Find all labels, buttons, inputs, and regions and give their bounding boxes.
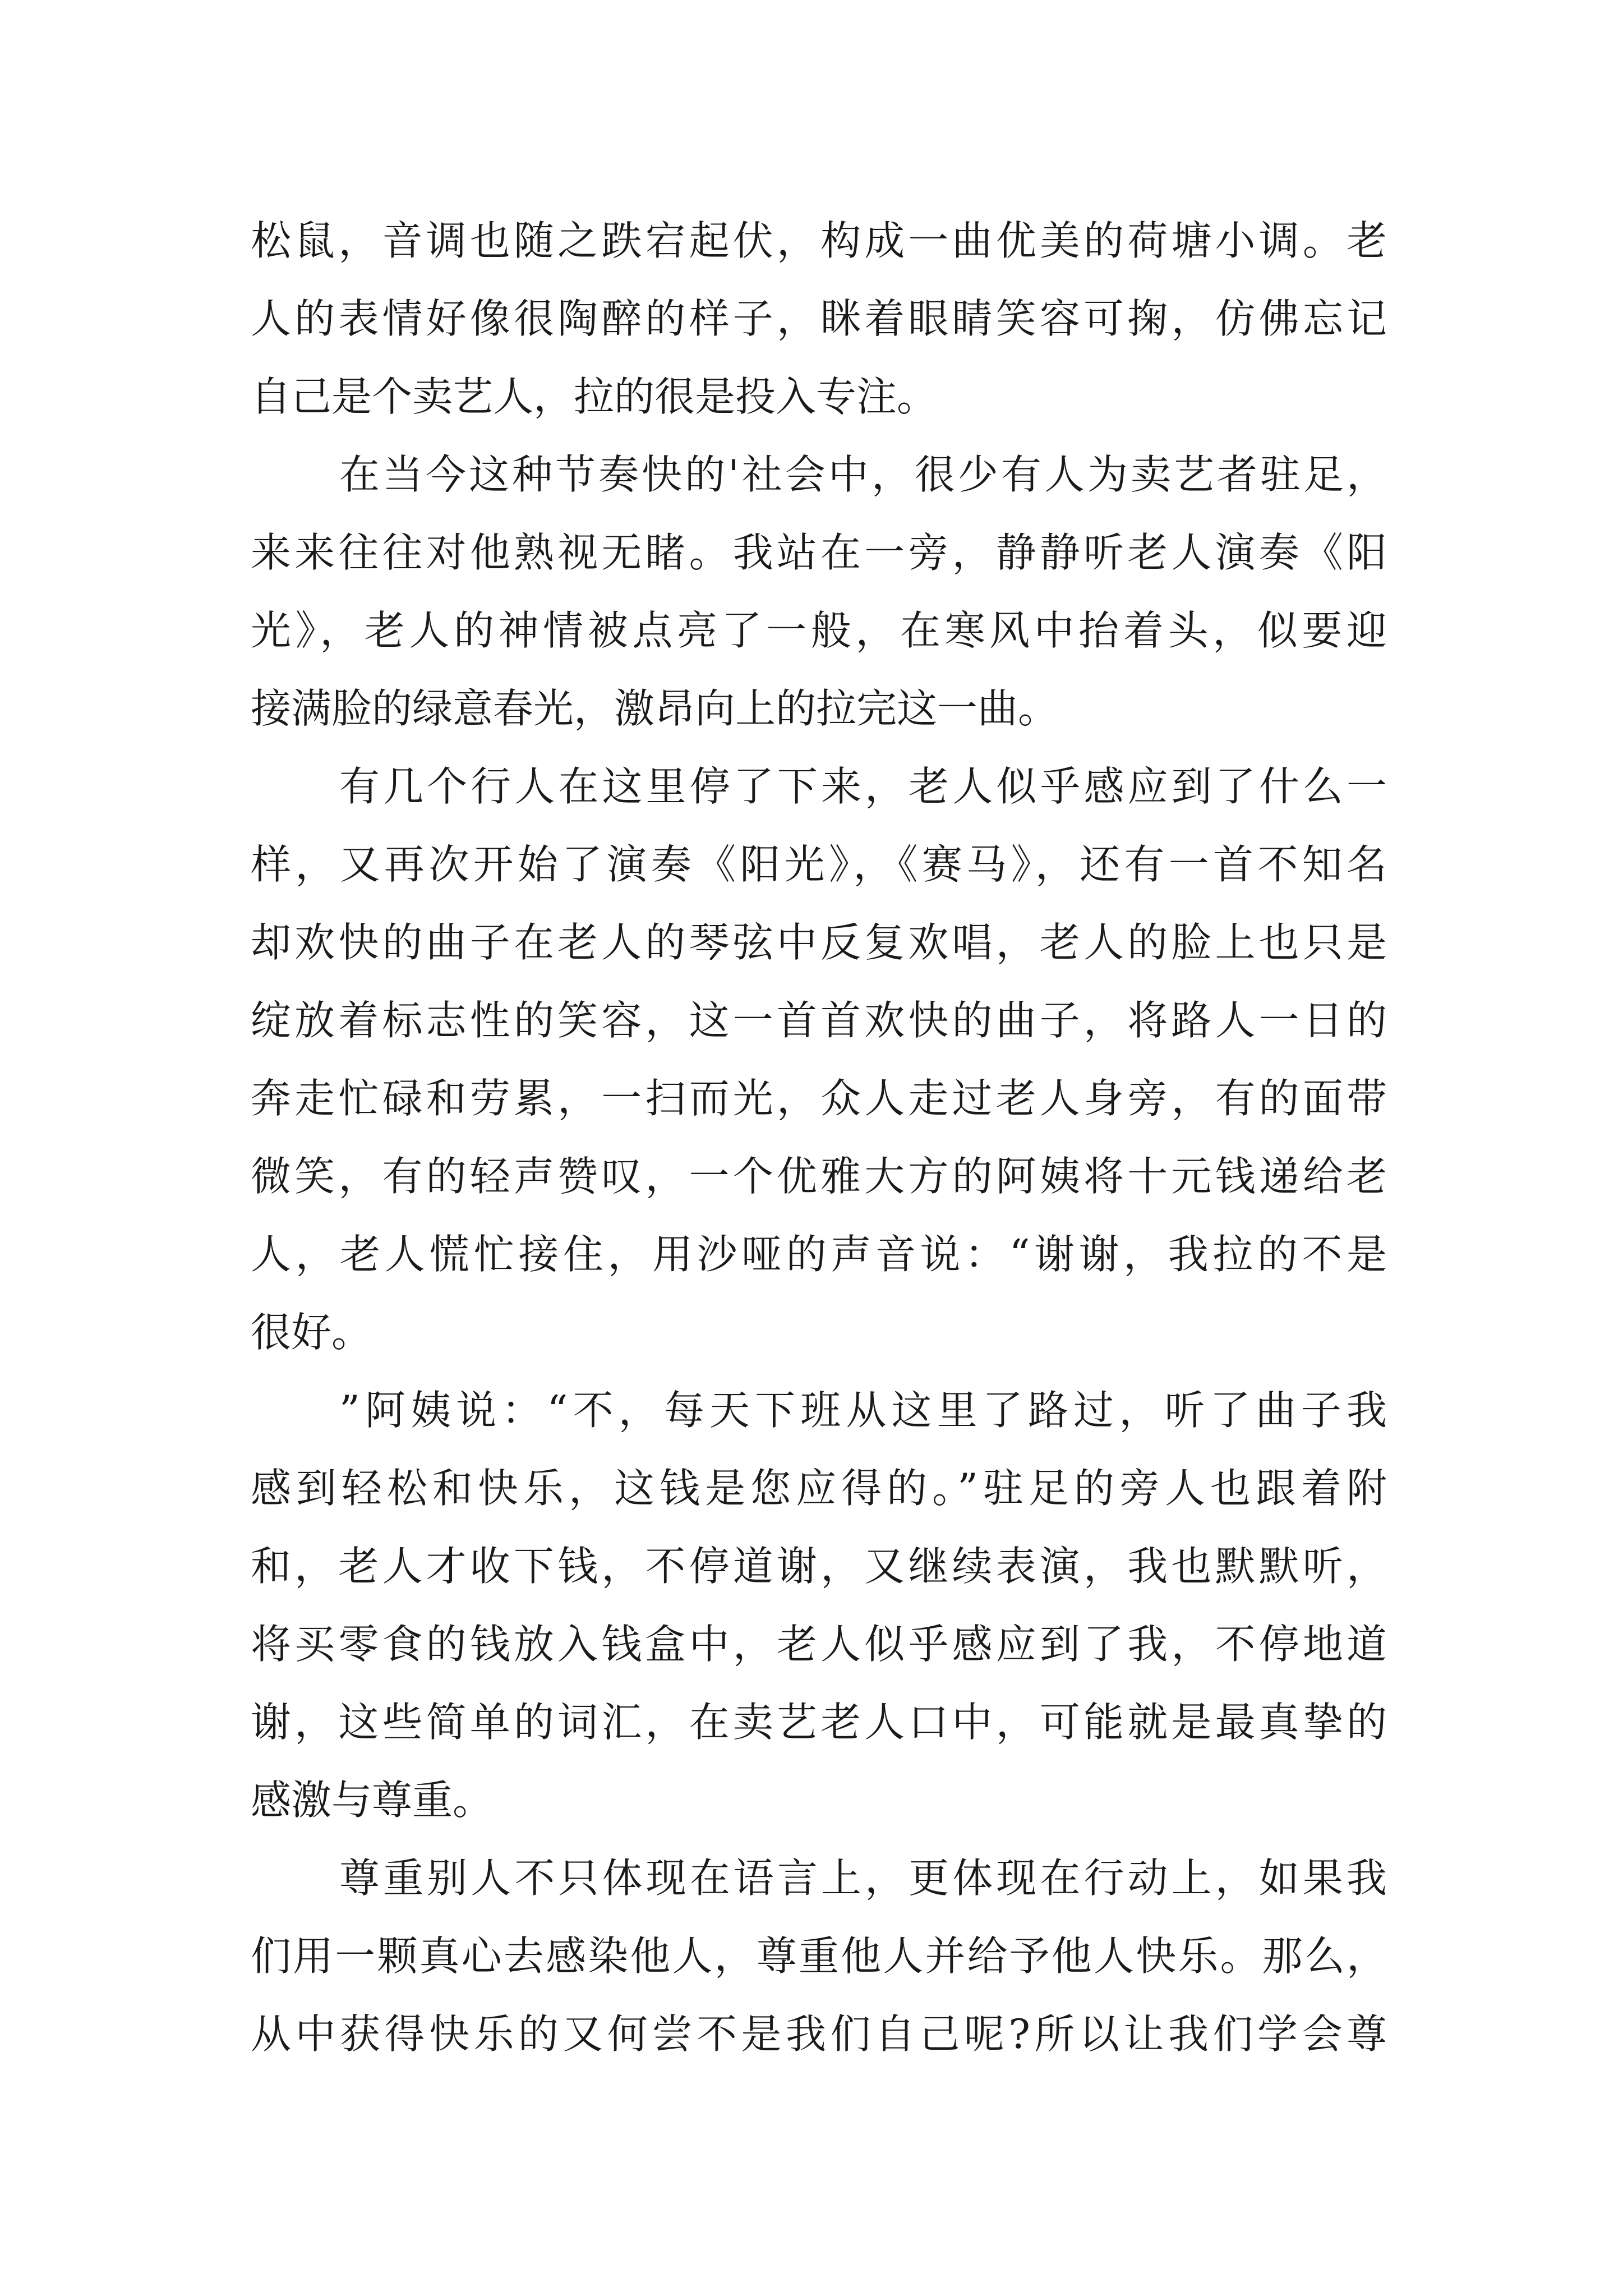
- text-line: 却欢快的曲子在老人的琴弦中反复欢唱，老人的脸上也只是: [251, 919, 1387, 966]
- text-line: 们用一颗真心去感染他人，尊重他人并给予他人快乐。那么，: [251, 1932, 1387, 1980]
- text-line: 将买零食的钱放入钱盒中，老人似乎感应到了我，不停地道: [251, 1621, 1387, 1668]
- text-line: 接满脸的绿意春光，激昂向上的拉完这一曲。: [251, 685, 1059, 732]
- text-line: 人的表情好像很陶醉的样子，眯着眼睛笑容可掬，仿佛忘记: [251, 295, 1387, 342]
- body-text: [251, 202, 1387, 2073]
- text-line: 有几个行人在这里停了下来，老人似乎感应到了什么一: [339, 763, 1387, 810]
- text-line: 和，老人才收下钱，不停道谢，又继续表演，我也默默听，: [251, 1543, 1387, 1590]
- text-line: 绽放着标志性的笑容，这一首首欢快的曲子，将路人一日的: [251, 997, 1387, 1044]
- text-line: 尊重别人不只体现在语言上，更体现在行动上，如果我: [339, 1855, 1387, 1902]
- text-line: 奔走忙碌和劳累，一扫而光，众人走过老人身旁，有的面带: [251, 1075, 1387, 1122]
- text-line: 很好。: [251, 1309, 372, 1356]
- paragraph: [251, 436, 1387, 748]
- text-line: 在当今这种节奏快的'社会中，很少有人为卖艺者驻足，: [339, 451, 1387, 498]
- text-line: 微笑，有的轻声赞叹，一个优雅大方的阿姨将十元钱递给老: [251, 1153, 1387, 1200]
- text-line: 人，老人慌忙接住，用沙哑的声音说：“谢谢，我拉的不是: [251, 1231, 1387, 1278]
- text-line: 感激与尊重。: [251, 1777, 494, 1824]
- paragraph: [251, 1372, 1387, 1839]
- text-line: 松鼠，音调也随之跌宕起伏，构成一曲优美的荷塘小调。老: [251, 217, 1387, 264]
- text-line: ”阿姨说：“不，每天下班从这里了路过，听了曲子我: [339, 1387, 1387, 1434]
- text-line: 感到轻松和快乐，这钱是您应得的。”驻足的旁人也跟着附: [251, 1465, 1387, 1512]
- text-line: 样，又再次开始了演奏《阳光》，《赛马》，还有一首不知名: [251, 841, 1387, 888]
- paragraph: [251, 748, 1387, 1372]
- text-line: 来来往往对他熟视无睹。我站在一旁，静静听老人演奏《阳: [251, 529, 1387, 576]
- text-line: 自己是个卖艺人，拉的很是投入专注。: [251, 373, 938, 420]
- text-line: 谢，这些简单的词汇，在卖艺老人口中，可能就是最真挚的: [251, 1699, 1387, 1746]
- text-line: 从中获得快乐的又何尝不是我们自己呢?所以让我们学会尊: [251, 2010, 1387, 2058]
- paragraph: [251, 1839, 1387, 2073]
- paragraph: [251, 202, 1387, 436]
- text-line: 光》，老人的神情被点亮了一般，在寒风中抬着头，似要迎: [251, 607, 1387, 654]
